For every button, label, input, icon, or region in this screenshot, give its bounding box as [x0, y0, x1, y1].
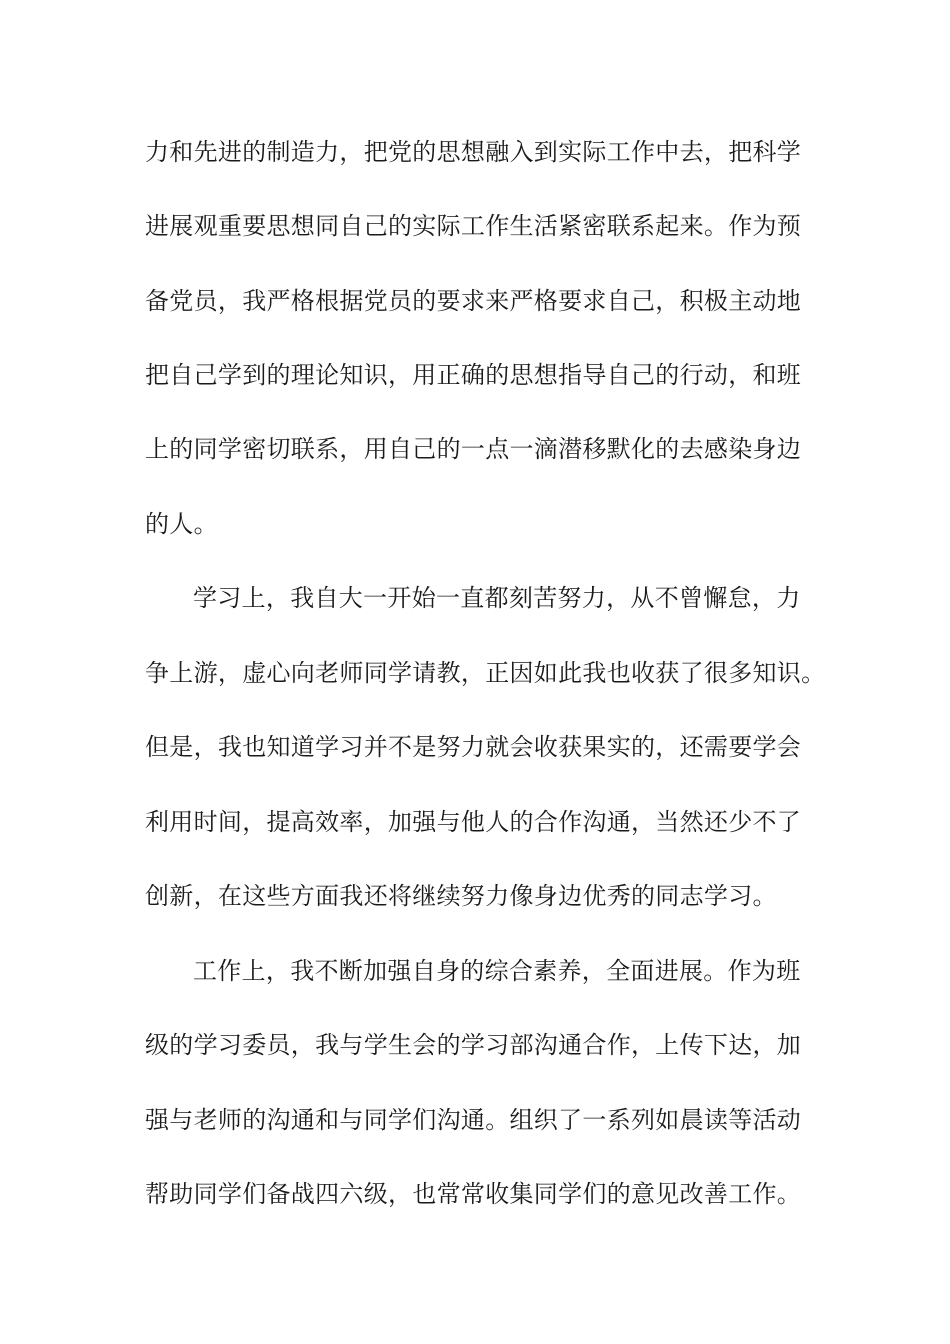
paragraph-line: 争上游，虚心向老师同学请教，正因如此我也收获了很多知识。 [145, 659, 826, 687]
paragraph-line: 帮助同学们备战四六级，也常常收集同学们的意见改善工作。 [145, 1180, 802, 1208]
paragraph-line: 把自己学到的理论知识，用正确的思想指导自己的行动，和班 [145, 361, 802, 389]
paragraph-line: 创新，在这些方面我还将继续努力像身边优秀的同志学习。 [145, 882, 777, 910]
paragraph-line: 的人。 [145, 510, 218, 538]
paragraph-line: 强与老师的沟通和与同学们沟通。组织了一系列如晨读等活动 [145, 1106, 802, 1134]
paragraph-line: 进展观重要思想同自己的实际工作生活紧密联系起来。作为预 [145, 212, 802, 240]
paragraph-line: 上的同学密切联系，用自己的一点一滴潜移默化的去感染身边 [145, 435, 802, 463]
paragraph-line: 利用时间，提高效率，加强与他人的合作沟通，当然还少不了 [145, 808, 802, 836]
paragraph-line-indented: 学习上，我自大一开始一直都刻苦努力，从不曾懈怠，力 [193, 584, 801, 612]
paragraph-line: 级的学习委员，我与学生会的学习部沟通合作，上传下达，加 [145, 1031, 802, 1059]
paragraph-line: 但是，我也知道学习并不是努力就会收获果实的，还需要学会 [145, 733, 802, 761]
paragraph-line-indented: 工作上，我不断加强自身的综合素养，全面进展。作为班 [193, 957, 801, 985]
paragraph-line: 备党员，我严格根据党员的要求来严格要求自己，积极主动地 [145, 287, 802, 315]
paragraph-line: 力和先进的制造力，把党的思想融入到实际工作中去，把科学 [145, 138, 802, 166]
